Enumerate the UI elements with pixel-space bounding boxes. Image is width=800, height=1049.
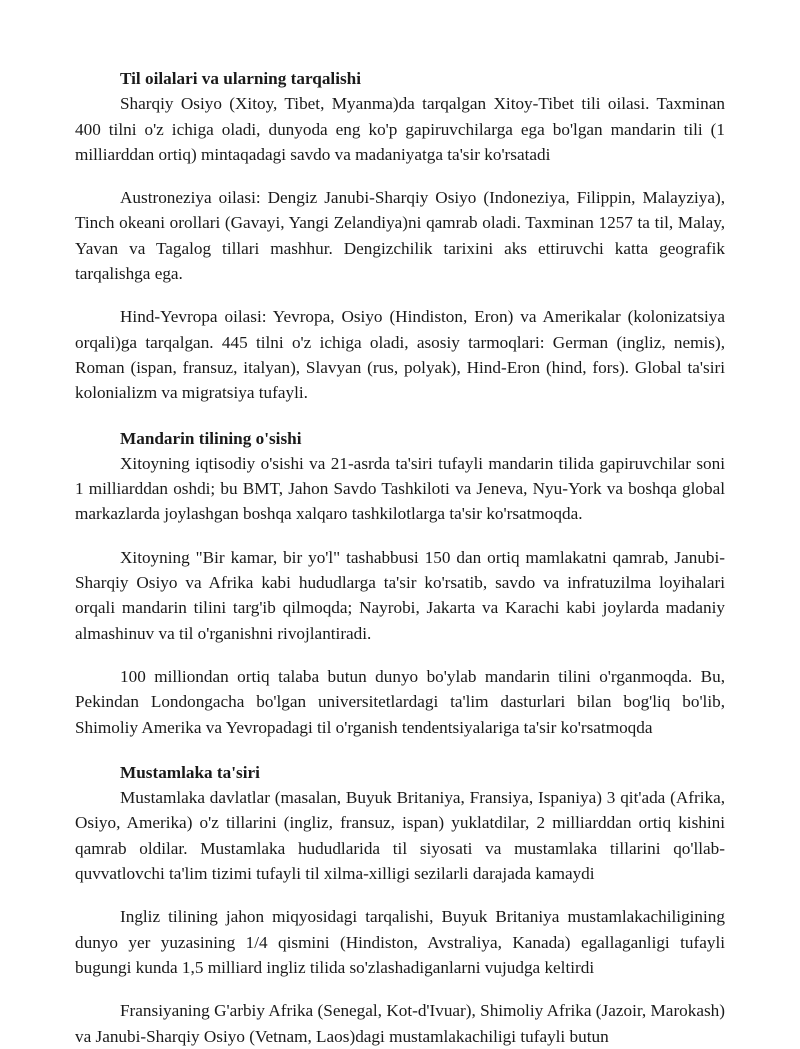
paragraph: Xitoyning iqtisodiy o'sishi va 21-asrda ta'siri tufayli mandarin tilida gapiruvchilar soni 1 milliarddan oshdi; bu BMT, Jahon Savdo Tashkiloti va Jeneva, Nyu-York va boshqa global markazlarda joylashgan boshqa xalqaro tashkilotlarga ta'sir ko'rsatmoqda. [75,453,725,524]
section-heading: Mandarin tilining o'sishi [120,428,302,448]
paragraph: Austroneziya oilasi: Dengiz Janubi-Sharqiy Osiyo (Indoneziya, Filippin, Malayziya), Tinch okeani orollari (Gavayi, Yangi Zelandiya)ni qamrab oladi. Taxminan 1257 ta til, Malay, Yavan va Tagalog tillari mashhur. Dengizchilik tarixini aks ettiruvchi katta geografik tarqalishga ega. [75,188,725,284]
section-heading: Mustamlaka ta'siri [120,762,260,782]
paragraph: Fransiyaning G'arbiy Afrika (Senegal, Kot-d'Ivuar), Shimoliy Afrika (Jazoir, Marokash) va Janubi-Sharqiy Osiyo (Vetnam, Laos)dagi mustamlakachiligi tufayli butun [75,1001,725,1046]
document-page [75,66,725,1049]
section-heading: Til oilalari va ularning tarqalishi [120,69,361,88]
paragraph: Sharqiy Osiyo (Xitoy, Tibet, Myanma)da tarqalgan Xitoy-Tibet tili oilasi. Taxminan 400 tilni o'z ichiga oladi, dunyoda eng ko'p gapiruvchilarga ega bo'lgan mandarin tili (1 milliarddan ortiq) mintaqadagi savdo va madaniyatga ta'sir ko'rsatadi [75,94,725,164]
paragraph: Ingliz tilining jahon miqyosidagi tarqalishi, Buyuk Britaniya mustamlakachiligining dunyo yer yuzasining 1/4 qismini (Hindiston, Avstraliya, Kanada) egallaganligi tufayli bugungi kunda 1,5 milliard ingliz tilida so'zlashadiganlarni vujudga keltirdi [75,907,725,977]
paragraph: Hind-Yevropa oilasi: Yevropa, Osiyo (Hindiston, Eron) va Amerikalar (kolonizatsiya orqali)ga tarqalgan. 445 tilni o'z ichiga oladi, asosiy tarmoqlari: German (ingliz, nemis), Roman (ispan, fransuz, italyan), Slavyan (rus, polyak), Hind-Eron (hind, fors). Global ta'siri kolonializm va migratsiya tufayli. [75,307,725,403]
paragraph: Mustamlaka davlatlar (masalan, Buyuk Britaniya, Fransiya, Ispaniya) 3 qit'ada (Afrika, Osiyo, Amerika) o'z tillarini (ingliz, fransuz, ispan) yuklatdilar, 2 milliarddan ortiq kishini qamrab oldilar. Mustamlaka hududlarida til siyosati va mustamlaka tillarini qo'llab-quvvatlovchi ta'lim tizimi tufayli til xilma-xilligi sezilarli darajada kamaydi [75,788,725,884]
paragraph: Xitoyning "Bir kamar, bir yo'l" tashabbusi 150 dan ortiq mamlakatni qamrab, Janubi-Sharqiy Osiyo va Afrika kabi hududlarga ta'sir ko'rsatib, savdo va infratuzilma loyihalari orqali mandarin tilini targ'ib qilmoqda; Nayrobi, Jakarta va Karachi kabi joylarda madaniy almashinuv va til o'rganishni rivojlantiradi. [75,547,725,643]
paragraph: 100 milliondan ortiq talaba butun dunyo bo'ylab mandarin tilini o'rganmoqda. Bu, Pekindan Londongacha bo'lgan universitetlardagi ta'lim dasturlari bilan bog'liq bo'lib, Shimoliy Amerika va Yevropadagi til o'rganish tendentsiyalariga ta'sir ko'rsatmoqda [75,666,725,737]
